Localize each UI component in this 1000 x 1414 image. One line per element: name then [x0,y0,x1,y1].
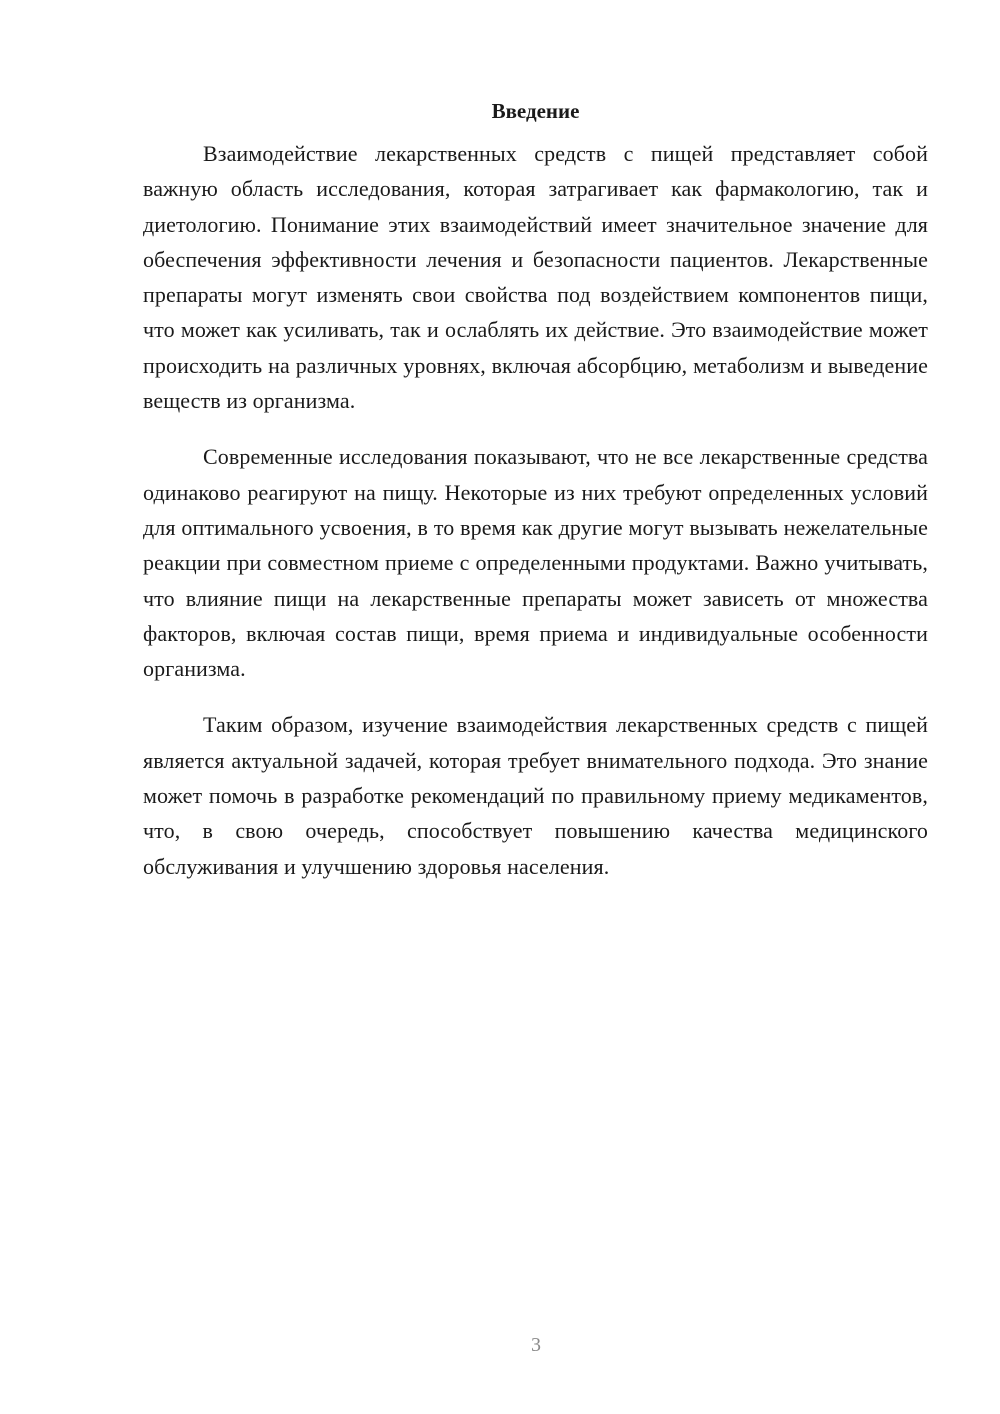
paragraph-1: Взаимодействие лекарственных средств с пищей представляет собой важную область исследования, которая затрагивает как фармакологию, так и диетологию. Понимание этих взаимодействий имеет значительное значение для обеспечения эффективности лечения и безопасности пациентов. Лекарственные препараты могут изменять свои свойства под воздействием компонентов пищи, что может как усиливать, так и ослаблять их действие. Это взаимодействие может происходить на различных уровнях, включая абсорбцию, метаболизм и выведение веществ из организма. [143,141,928,414]
page-content [143,96,928,905]
section-title: Введение [491,99,580,123]
page-number: 3 [531,1334,541,1356]
paragraph-3: Таким образом, изучение взаимодействия лекарственных средств с пищей является актуальной задачей, которая требует внимательного подхода. Это знание может помочь в разработке рекомендаций по правильному приему медикаментов, что, в свою очередь, способствует повышению качества медицинского обслуживания и улучшению здоровья населения. [143,712,928,879]
paragraph-2: Современные исследования показывают, что не все лекарственные средства одинаково реагируют на пищу. Некоторые из них требуют определенных условий для оптимального усвоения, в то время как другие могут вызывать нежелательные реакции при совместном приеме с определенными продуктами. Важно учитывать, что влияние пищи на лекарственные препараты может зависеть от множества факторов, включая состав пищи, время приема и индивидуальные особенности организма. [143,444,928,682]
